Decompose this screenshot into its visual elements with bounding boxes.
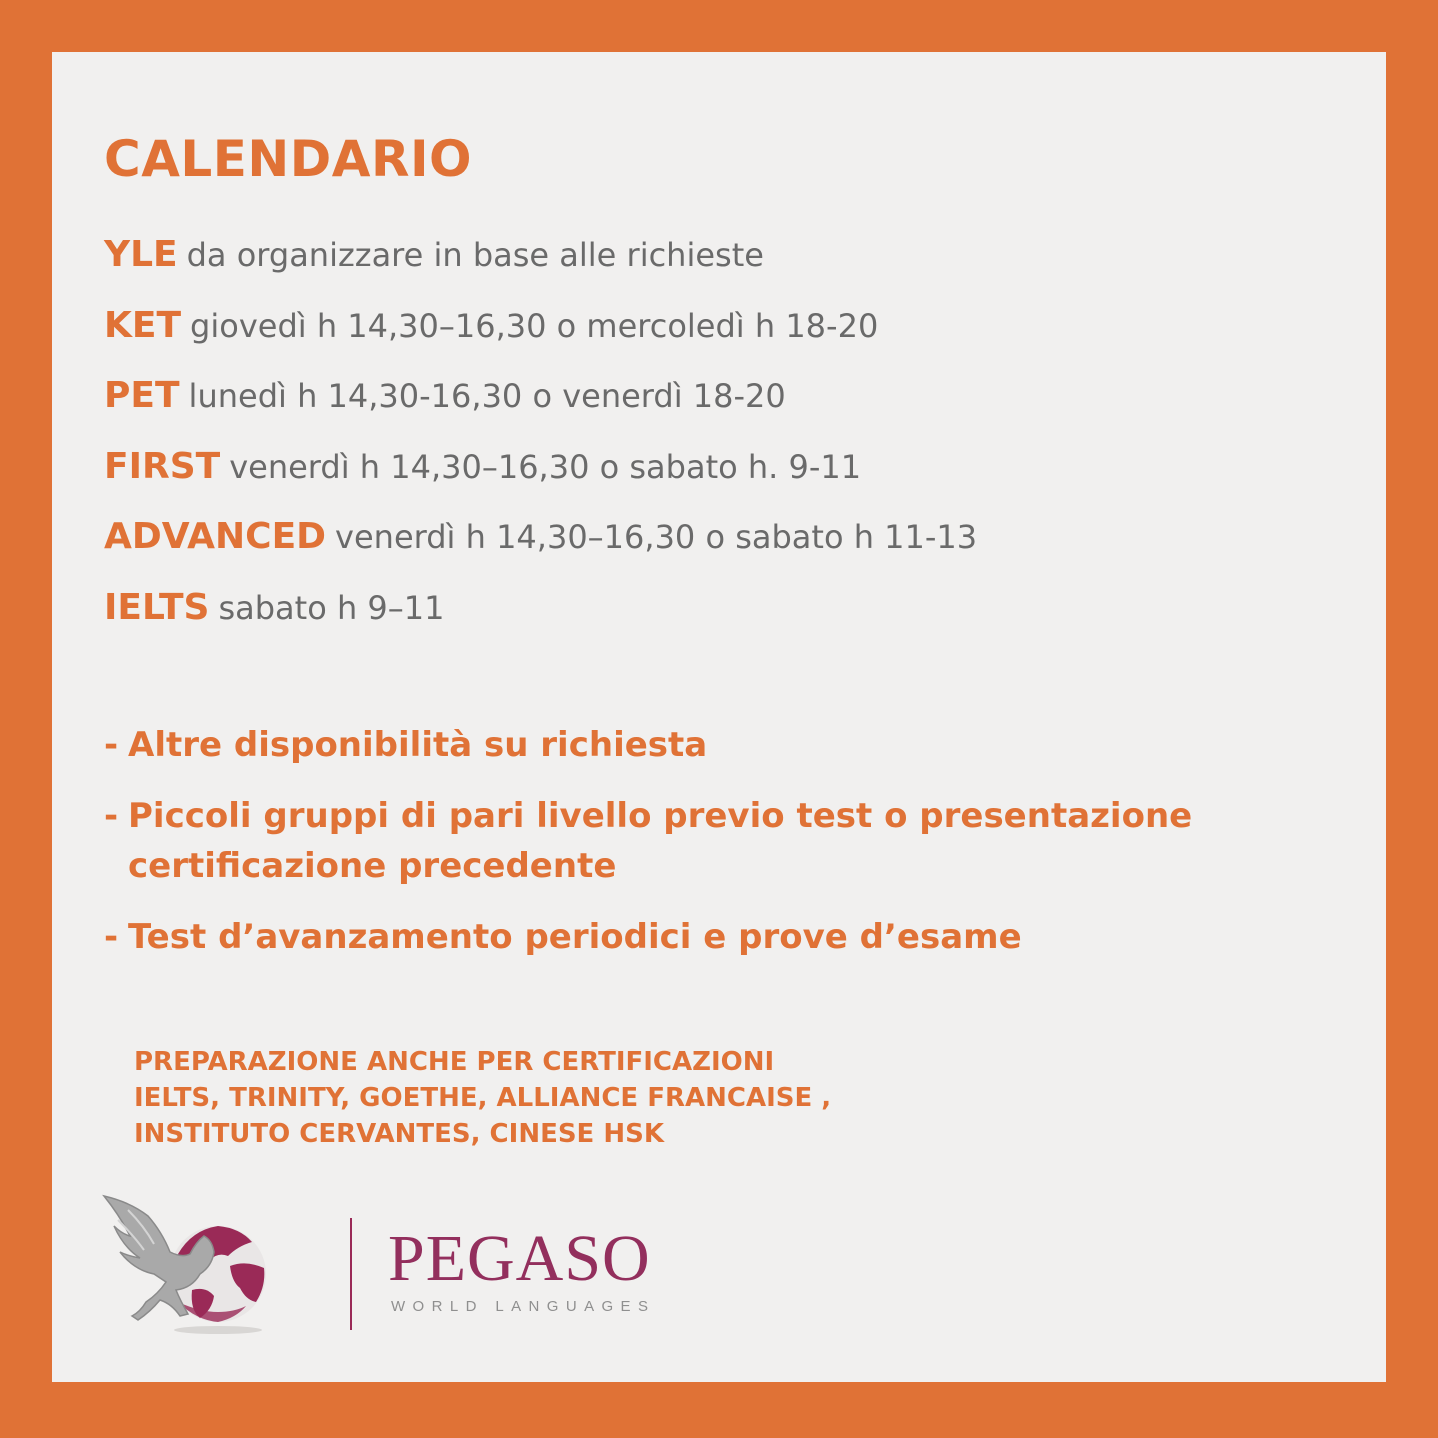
schedule-row-ket xyxy=(104,301,977,372)
schedule-row-advanced xyxy=(104,512,977,583)
dash-bullet: - xyxy=(104,796,119,836)
note-item xyxy=(104,720,1192,770)
prep-line: PREPARAZIONE ANCHE PER CERTIFICAZIONI xyxy=(134,1047,775,1077)
exam-schedule: da organizzare in base alle richieste xyxy=(186,236,764,274)
pegaso-logo xyxy=(100,1190,720,1340)
calendar-card xyxy=(52,52,1386,1382)
certification-prep-text xyxy=(134,1044,831,1152)
exam-schedule: sabato h 9–11 xyxy=(218,588,445,627)
dash-bullet: - xyxy=(104,725,119,765)
schedule-row-ielts xyxy=(104,583,977,654)
exam-code: ADVANCED xyxy=(104,516,327,557)
exam-schedule: lunedì h 14,30-16,30 o venerdì 18-20 xyxy=(188,377,786,415)
note-item xyxy=(104,912,1192,962)
schedule-row-yle xyxy=(104,230,977,301)
exam-schedule: giovedì h 14,30–16,30 o mercoledì h 18-20 xyxy=(190,306,879,345)
pegasus-globe-icon xyxy=(100,1190,280,1340)
note-item xyxy=(104,791,1192,891)
logo-divider xyxy=(350,1218,352,1330)
note-text: Altre disponibilità su richiesta xyxy=(128,725,708,765)
schedule-row-first xyxy=(104,442,977,513)
brand-name: PEGASO xyxy=(388,1222,651,1295)
exam-code: YLE xyxy=(104,234,178,275)
note-text-continued: certificazione precedente xyxy=(128,846,617,886)
exam-code: IELTS xyxy=(104,586,210,628)
notes-list xyxy=(104,720,1192,983)
note-text: Piccoli gruppi di pari livello previo test o presentazione xyxy=(128,796,1193,836)
schedule-list xyxy=(104,230,977,653)
schedule-row-pet xyxy=(104,371,977,442)
exam-code: FIRST xyxy=(104,445,221,487)
exam-code: PET xyxy=(104,375,180,416)
note-text: Test d’avanzamento periodici e prove d’esame xyxy=(128,917,1022,957)
exam-schedule: venerdì h 14,30–16,30 o sabato h 11-13 xyxy=(335,518,978,556)
exam-code: KET xyxy=(104,304,182,346)
brand-subtitle: WORLD LANGUAGES xyxy=(391,1298,656,1315)
prep-line: INSTITUTO CERVANTES, CINESE HSK xyxy=(134,1119,665,1149)
page-title: CALENDARIO xyxy=(104,130,473,188)
prep-line: IELTS, TRINITY, GOETHE, ALLIANCE FRANCAISE , xyxy=(134,1083,832,1113)
dash-bullet: - xyxy=(104,917,119,957)
exam-schedule: venerdì h 14,30–16,30 o sabato h. 9-11 xyxy=(229,447,862,486)
